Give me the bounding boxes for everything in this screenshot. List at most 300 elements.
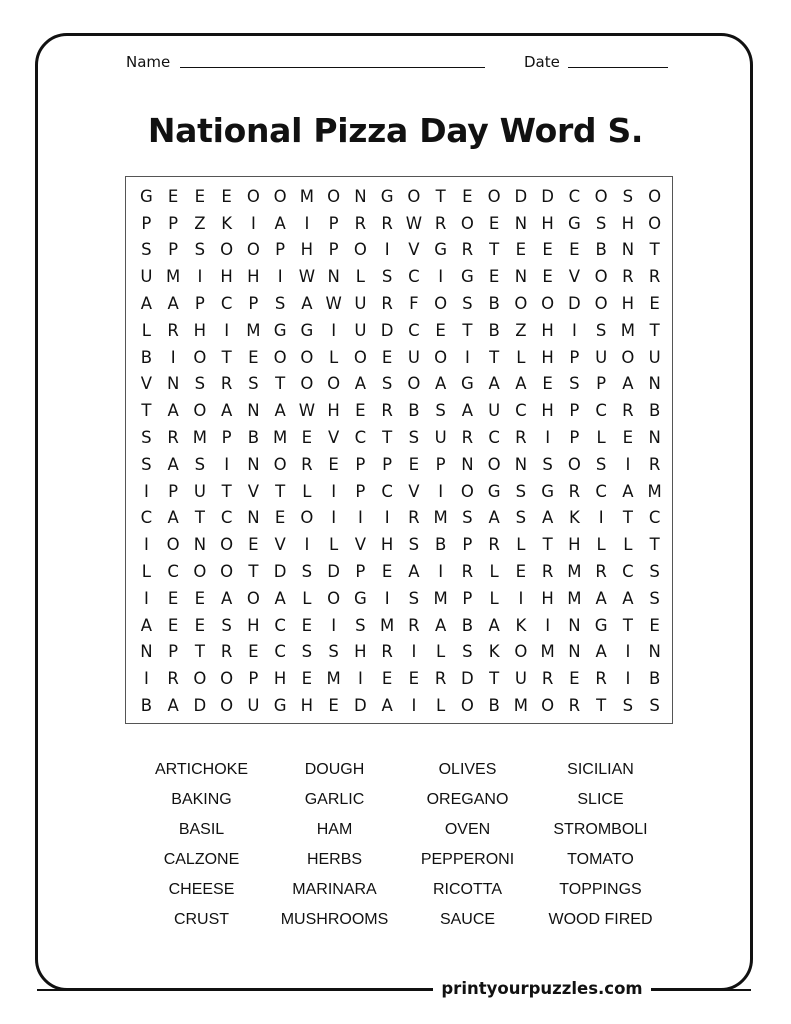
word-list-item: BAKING — [171, 791, 232, 808]
grid-letter: G — [567, 213, 581, 233]
grid-letter: O — [514, 642, 528, 662]
grid-letter: O — [300, 347, 314, 367]
grid-letter: A — [220, 401, 233, 421]
grid-letter: S — [462, 642, 473, 662]
grid-letter: I — [384, 508, 390, 528]
grid-letter: I — [224, 320, 230, 340]
grid-letter: T — [435, 186, 446, 206]
grid-letter: V — [140, 374, 153, 394]
grid-letter: E — [408, 454, 420, 474]
grid-letter: L — [516, 535, 526, 555]
grid-letter: G — [487, 481, 501, 501]
grid-letter: E — [649, 294, 660, 314]
grid-letter: L — [623, 535, 633, 555]
footer-site: printyourpuzzles.com — [433, 976, 651, 1002]
grid-letter: S — [301, 642, 313, 662]
grid-letter: P — [355, 454, 366, 474]
grid-letter: E — [542, 267, 553, 287]
grid-letter: R — [167, 320, 179, 340]
grid-letter: O — [166, 535, 180, 555]
grid-letter: T — [489, 669, 500, 689]
grid-letter: D — [354, 696, 367, 716]
grid-letter: R — [461, 428, 474, 448]
grid-letter: P — [435, 454, 446, 474]
grid-letter: U — [140, 267, 153, 287]
grid-letter: H — [541, 213, 554, 233]
grid-letter: I — [143, 481, 149, 501]
grid-letter: W — [325, 294, 342, 314]
grid-letter: N — [247, 401, 260, 421]
grid-letter: U — [648, 347, 661, 367]
grid-letter: V — [274, 535, 286, 555]
grid-letter: S — [515, 508, 527, 528]
grid-letter: U — [193, 481, 206, 501]
grid-letter: R — [220, 374, 233, 394]
grid-letter: I — [411, 696, 417, 716]
grid-letter: R — [541, 562, 554, 582]
grid-letter: A — [434, 615, 447, 635]
grid-letter: D — [568, 294, 581, 314]
grid-letter: T — [221, 347, 232, 367]
grid-letter: O — [220, 562, 234, 582]
grid-letter: T — [194, 642, 205, 662]
grid-letter: N — [461, 454, 474, 474]
grid-letter: S — [408, 535, 420, 555]
grid-letter: W — [298, 267, 316, 287]
grid-letter: I — [411, 642, 417, 662]
grid-letter: S — [141, 454, 152, 474]
grid-letter: A — [301, 294, 313, 314]
grid-letter: O — [327, 186, 341, 206]
grid-letter: E — [194, 186, 206, 206]
grid-letter: V — [247, 481, 260, 501]
grid-letter: I — [357, 669, 363, 689]
grid-letter: E — [569, 240, 580, 260]
grid-letter: I — [598, 508, 604, 528]
grid-letter: P — [462, 588, 473, 608]
grid-letter: R — [595, 562, 607, 582]
grid-letter: I — [357, 508, 363, 528]
word-list-item: SLICE — [577, 791, 624, 808]
page-title: National Pizza Day Word S. — [147, 111, 644, 150]
grid-letter: S — [542, 454, 553, 474]
grid-letter: O — [407, 186, 421, 206]
grid-letter: I — [143, 669, 149, 689]
grid-letter: S — [355, 615, 366, 635]
grid-letter: O — [353, 347, 367, 367]
grid-letter: L — [436, 696, 446, 716]
grid-letter: H — [220, 267, 233, 287]
grid-letter: E — [194, 615, 206, 635]
grid-letter: T — [462, 320, 473, 340]
grid-letter: O — [648, 186, 662, 206]
grid-letter: B — [488, 294, 500, 314]
grid-letter: P — [168, 481, 179, 501]
grid-letter: S — [595, 213, 607, 233]
grid-letter: R — [568, 481, 581, 501]
word-search-grid — [125, 176, 673, 724]
grid-letter: O — [193, 347, 207, 367]
grid-letter: T — [141, 401, 152, 421]
grid-letter: T — [542, 535, 553, 555]
grid-letter: A — [167, 294, 179, 314]
word-list-item: PEPPERONI — [420, 851, 515, 868]
grid-letter: S — [141, 240, 152, 260]
grid-letter: T — [489, 347, 500, 367]
grid-letter: U — [595, 347, 608, 367]
grid-letter: H — [327, 401, 340, 421]
grid-letter: E — [569, 669, 580, 689]
grid-letter: A — [274, 213, 286, 233]
grid-letter: T — [489, 240, 500, 260]
grid-letter: M — [647, 481, 662, 501]
grid-letter: O — [621, 347, 635, 367]
grid-letter: B — [488, 696, 500, 716]
grid-letter: S — [435, 401, 446, 421]
grid-letter: E — [381, 669, 393, 689]
grid-letter: E — [274, 508, 286, 528]
grid-letter: P — [596, 374, 607, 394]
grid-letter: C — [488, 428, 500, 448]
grid-letter: E — [301, 428, 313, 448]
grid-letter: I — [384, 588, 390, 608]
grid-letter: B — [247, 428, 260, 448]
grid-letter: C — [220, 508, 233, 528]
grid-letter: E — [248, 642, 259, 662]
grid-letter: O — [327, 588, 341, 608]
grid-letter: G — [273, 696, 287, 716]
grid-letter: N — [514, 454, 528, 474]
grid-letter: L — [436, 642, 446, 662]
grid-letter: E — [649, 615, 660, 635]
grid-letter: A — [354, 374, 367, 394]
grid-letter: U — [354, 320, 367, 340]
grid-letter: E — [381, 347, 393, 367]
grid-letter: I — [571, 320, 577, 340]
grid-letter: R — [408, 615, 420, 635]
word-list-item: MARINARA — [292, 881, 377, 898]
grid-letter: L — [489, 588, 499, 608]
grid-letter: R — [381, 213, 393, 233]
grid-letter: B — [140, 347, 153, 367]
grid-letter: A — [595, 588, 607, 608]
grid-letter: R — [515, 428, 527, 448]
grid-letter: A — [381, 696, 393, 716]
grid-letter: P — [221, 428, 232, 448]
grid-letter: S — [381, 374, 393, 394]
grid-letter: P — [462, 535, 473, 555]
grid-letter: C — [140, 508, 153, 528]
grid-letter: S — [649, 562, 660, 582]
grid-letter: M — [246, 320, 261, 340]
grid-letter: K — [568, 508, 580, 528]
grid-letter: O — [460, 696, 474, 716]
word-list-item: SICILIAN — [567, 761, 634, 778]
grid-letter: T — [649, 240, 660, 260]
grid-letter: C — [381, 481, 393, 501]
word-list-item: STROMBOLI — [553, 821, 648, 838]
grid-letter: G — [273, 320, 287, 340]
grid-letter: T — [275, 374, 286, 394]
grid-letter: A — [622, 588, 634, 608]
grid-letter: A — [461, 401, 474, 421]
grid-letter: G — [139, 186, 153, 206]
grid-letter: O — [300, 508, 314, 528]
grid-letter: B — [434, 535, 447, 555]
grid-letter: P — [168, 213, 179, 233]
grid-letter: D — [514, 186, 528, 206]
grid-letter: C — [595, 481, 607, 501]
grid-letter: U — [488, 401, 501, 421]
grid-letter: R — [381, 401, 393, 421]
grid-letter: V — [408, 240, 420, 260]
grid-letter: R — [301, 454, 313, 474]
footer-rule-right — [651, 989, 751, 991]
grid-letter: A — [140, 294, 153, 314]
grid-letter: N — [648, 428, 661, 448]
grid-letter: M — [192, 428, 207, 448]
grid-letter: M — [380, 615, 395, 635]
grid-letter: H — [354, 642, 367, 662]
grid-letter: E — [328, 696, 339, 716]
grid-letter: T — [194, 508, 205, 528]
grid-letter: R — [167, 669, 179, 689]
grid-letter: C — [274, 642, 286, 662]
grid-letter: E — [248, 347, 259, 367]
grid-letter: S — [462, 294, 473, 314]
grid-letter: N — [648, 374, 661, 394]
grid-letter: R — [622, 267, 634, 287]
grid-letter: H — [541, 347, 554, 367]
grid-letter: S — [462, 508, 473, 528]
grid-letter: D — [273, 562, 287, 582]
grid-letter: E — [301, 669, 313, 689]
grid-letter: G — [460, 374, 474, 394]
grid-letter: S — [381, 267, 393, 287]
grid-letter: R — [381, 294, 393, 314]
grid-letter: A — [515, 374, 527, 394]
grid-letter: N — [568, 615, 581, 635]
grid-letter: R — [568, 696, 581, 716]
grid-letter: S — [194, 240, 206, 260]
grid-letter: P — [248, 669, 259, 689]
grid-letter: M — [513, 696, 528, 716]
grid-letter: A — [274, 401, 286, 421]
grid-letter: O — [434, 294, 448, 314]
grid-letter: R — [648, 267, 661, 287]
grid-letter: O — [353, 240, 367, 260]
grid-letter: U — [247, 696, 260, 716]
grid-letter: O — [246, 588, 260, 608]
word-list-item: CRUST — [173, 911, 230, 928]
grid-letter: A — [274, 588, 286, 608]
grid-letter: P — [328, 213, 339, 233]
grid-letter: D — [461, 669, 474, 689]
grid-letter: R — [434, 669, 447, 689]
grid-letter: I — [331, 508, 337, 528]
grid-letter: L — [355, 267, 365, 287]
grid-letter: H — [621, 294, 635, 314]
grid-letter: S — [515, 481, 527, 501]
grid-letter: P — [194, 294, 205, 314]
grid-letter: P — [141, 213, 152, 233]
grid-letter: O — [246, 240, 260, 260]
grid-letter: S — [194, 374, 206, 394]
footer-rule-left — [37, 989, 427, 991]
grid-letter: C — [622, 562, 634, 582]
grid-letter: R — [220, 642, 233, 662]
grid-letter: I — [384, 240, 390, 260]
grid-letter: O — [594, 267, 608, 287]
grid-letter: T — [649, 320, 660, 340]
grid-letter: C — [408, 320, 420, 340]
grid-letter: E — [167, 615, 179, 635]
grid-letter: B — [461, 615, 474, 635]
grid-letter: H — [300, 696, 314, 716]
grid-letter: G — [300, 320, 314, 340]
word-list-item: TOMATO — [567, 851, 634, 868]
grid-letter: W — [405, 213, 423, 233]
word-list-item: OREGANO — [426, 791, 509, 808]
grid-letter: V — [568, 267, 581, 287]
grid-letter: G — [434, 240, 448, 260]
grid-letter: R — [461, 562, 474, 582]
grid-letter: R — [488, 535, 500, 555]
word-list-item: WOOD FIRED — [548, 911, 653, 928]
grid-letter: I — [331, 320, 337, 340]
grid-letter: V — [408, 481, 420, 501]
grid-letter: U — [407, 347, 420, 367]
grid-letter: P — [569, 347, 580, 367]
grid-letter: I — [545, 615, 551, 635]
grid-letter: A — [220, 588, 233, 608]
grid-letter: U — [354, 294, 367, 314]
grid-letter: M — [567, 588, 582, 608]
grid-letter: T — [221, 481, 232, 501]
grid-letter: M — [299, 186, 314, 206]
grid-letter: M — [273, 428, 288, 448]
grid-letter: M — [433, 588, 448, 608]
grid-letter: L — [596, 428, 606, 448]
grid-letter: O — [434, 347, 448, 367]
grid-letter: E — [435, 320, 446, 340]
grid-letter: S — [622, 696, 634, 716]
grid-letter: I — [197, 267, 203, 287]
grid-letter: B — [488, 320, 500, 340]
grid-letter: L — [302, 481, 312, 501]
grid-letter: S — [194, 454, 206, 474]
grid-letter: O — [541, 294, 555, 314]
grid-letter: K — [221, 213, 233, 233]
grid-letter: E — [515, 562, 527, 582]
grid-letter: E — [194, 588, 206, 608]
grid-letter: E — [221, 186, 232, 206]
grid-letter: O — [514, 294, 528, 314]
grid-letter: O — [594, 186, 608, 206]
grid-letter: H — [541, 320, 554, 340]
grid-letter: P — [569, 401, 580, 421]
grid-letter: S — [301, 562, 313, 582]
grid-letter: O — [300, 374, 314, 394]
grid-letter: I — [304, 535, 310, 555]
grid-letter: M — [540, 642, 555, 662]
grid-letter: C — [595, 401, 607, 421]
grid-letter: O — [220, 240, 234, 260]
word-list-item: HAM — [316, 821, 353, 838]
grid-letter: S — [248, 374, 259, 394]
grid-letter: I — [625, 669, 631, 689]
grid-letter: N — [514, 213, 528, 233]
grid-letter: O — [193, 562, 207, 582]
grid-letter: R — [354, 213, 367, 233]
grid-letter: M — [620, 320, 635, 340]
grid-letter: T — [649, 535, 660, 555]
grid-letter: D — [193, 696, 207, 716]
grid-letter: O — [487, 454, 501, 474]
grid-letter: I — [438, 267, 444, 287]
grid-letter: K — [515, 615, 527, 635]
grid-letter: A — [488, 508, 500, 528]
word-list-item: HERBS — [306, 851, 363, 868]
word-list-item: OLIVES — [438, 761, 497, 778]
grid-letter: S — [141, 428, 152, 448]
grid-letter: C — [408, 267, 420, 287]
grid-letter: O — [648, 213, 662, 233]
grid-letter: S — [408, 428, 420, 448]
word-list-item: OVEN — [444, 821, 491, 838]
grid-letter: S — [408, 588, 420, 608]
grid-letter: O — [594, 294, 608, 314]
grid-letter: I — [625, 642, 631, 662]
grid-letter: C — [167, 562, 179, 582]
grid-letter: O — [220, 535, 234, 555]
grid-letter: C — [220, 294, 233, 314]
word-list-item: ARTICHOKE — [154, 761, 249, 778]
grid-letter: H — [247, 615, 260, 635]
grid-letter: R — [622, 401, 634, 421]
grid-letter: R — [434, 213, 447, 233]
grid-letter: P — [382, 454, 393, 474]
grid-letter: S — [328, 642, 339, 662]
grid-letter: L — [329, 535, 339, 555]
grid-letter: N — [247, 454, 260, 474]
grid-letter: N — [193, 535, 207, 555]
grid-letter: N — [327, 267, 340, 287]
grid-letter: I — [438, 481, 444, 501]
grid-letter: O — [460, 213, 474, 233]
grid-letter: O — [273, 347, 287, 367]
grid-letter: R — [648, 454, 661, 474]
grid-letter: H — [568, 535, 581, 555]
grid-letter: M — [567, 562, 582, 582]
grid-letter: E — [622, 428, 634, 448]
grid-letter: N — [247, 508, 260, 528]
grid-letter: I — [625, 454, 631, 474]
grid-letter: E — [328, 454, 339, 474]
letter-grid — [133, 183, 668, 719]
grid-letter: I — [518, 588, 524, 608]
grid-letter: P — [168, 642, 179, 662]
grid-letter: I — [438, 562, 444, 582]
grid-letter: A — [167, 454, 179, 474]
grid-letter: T — [275, 481, 286, 501]
grid-letter: I — [331, 481, 337, 501]
grid-letter: L — [141, 562, 151, 582]
grid-letter: U — [514, 669, 527, 689]
grid-letter: A — [167, 696, 179, 716]
grid-letter: I — [143, 535, 149, 555]
grid-letter: D — [327, 562, 340, 582]
